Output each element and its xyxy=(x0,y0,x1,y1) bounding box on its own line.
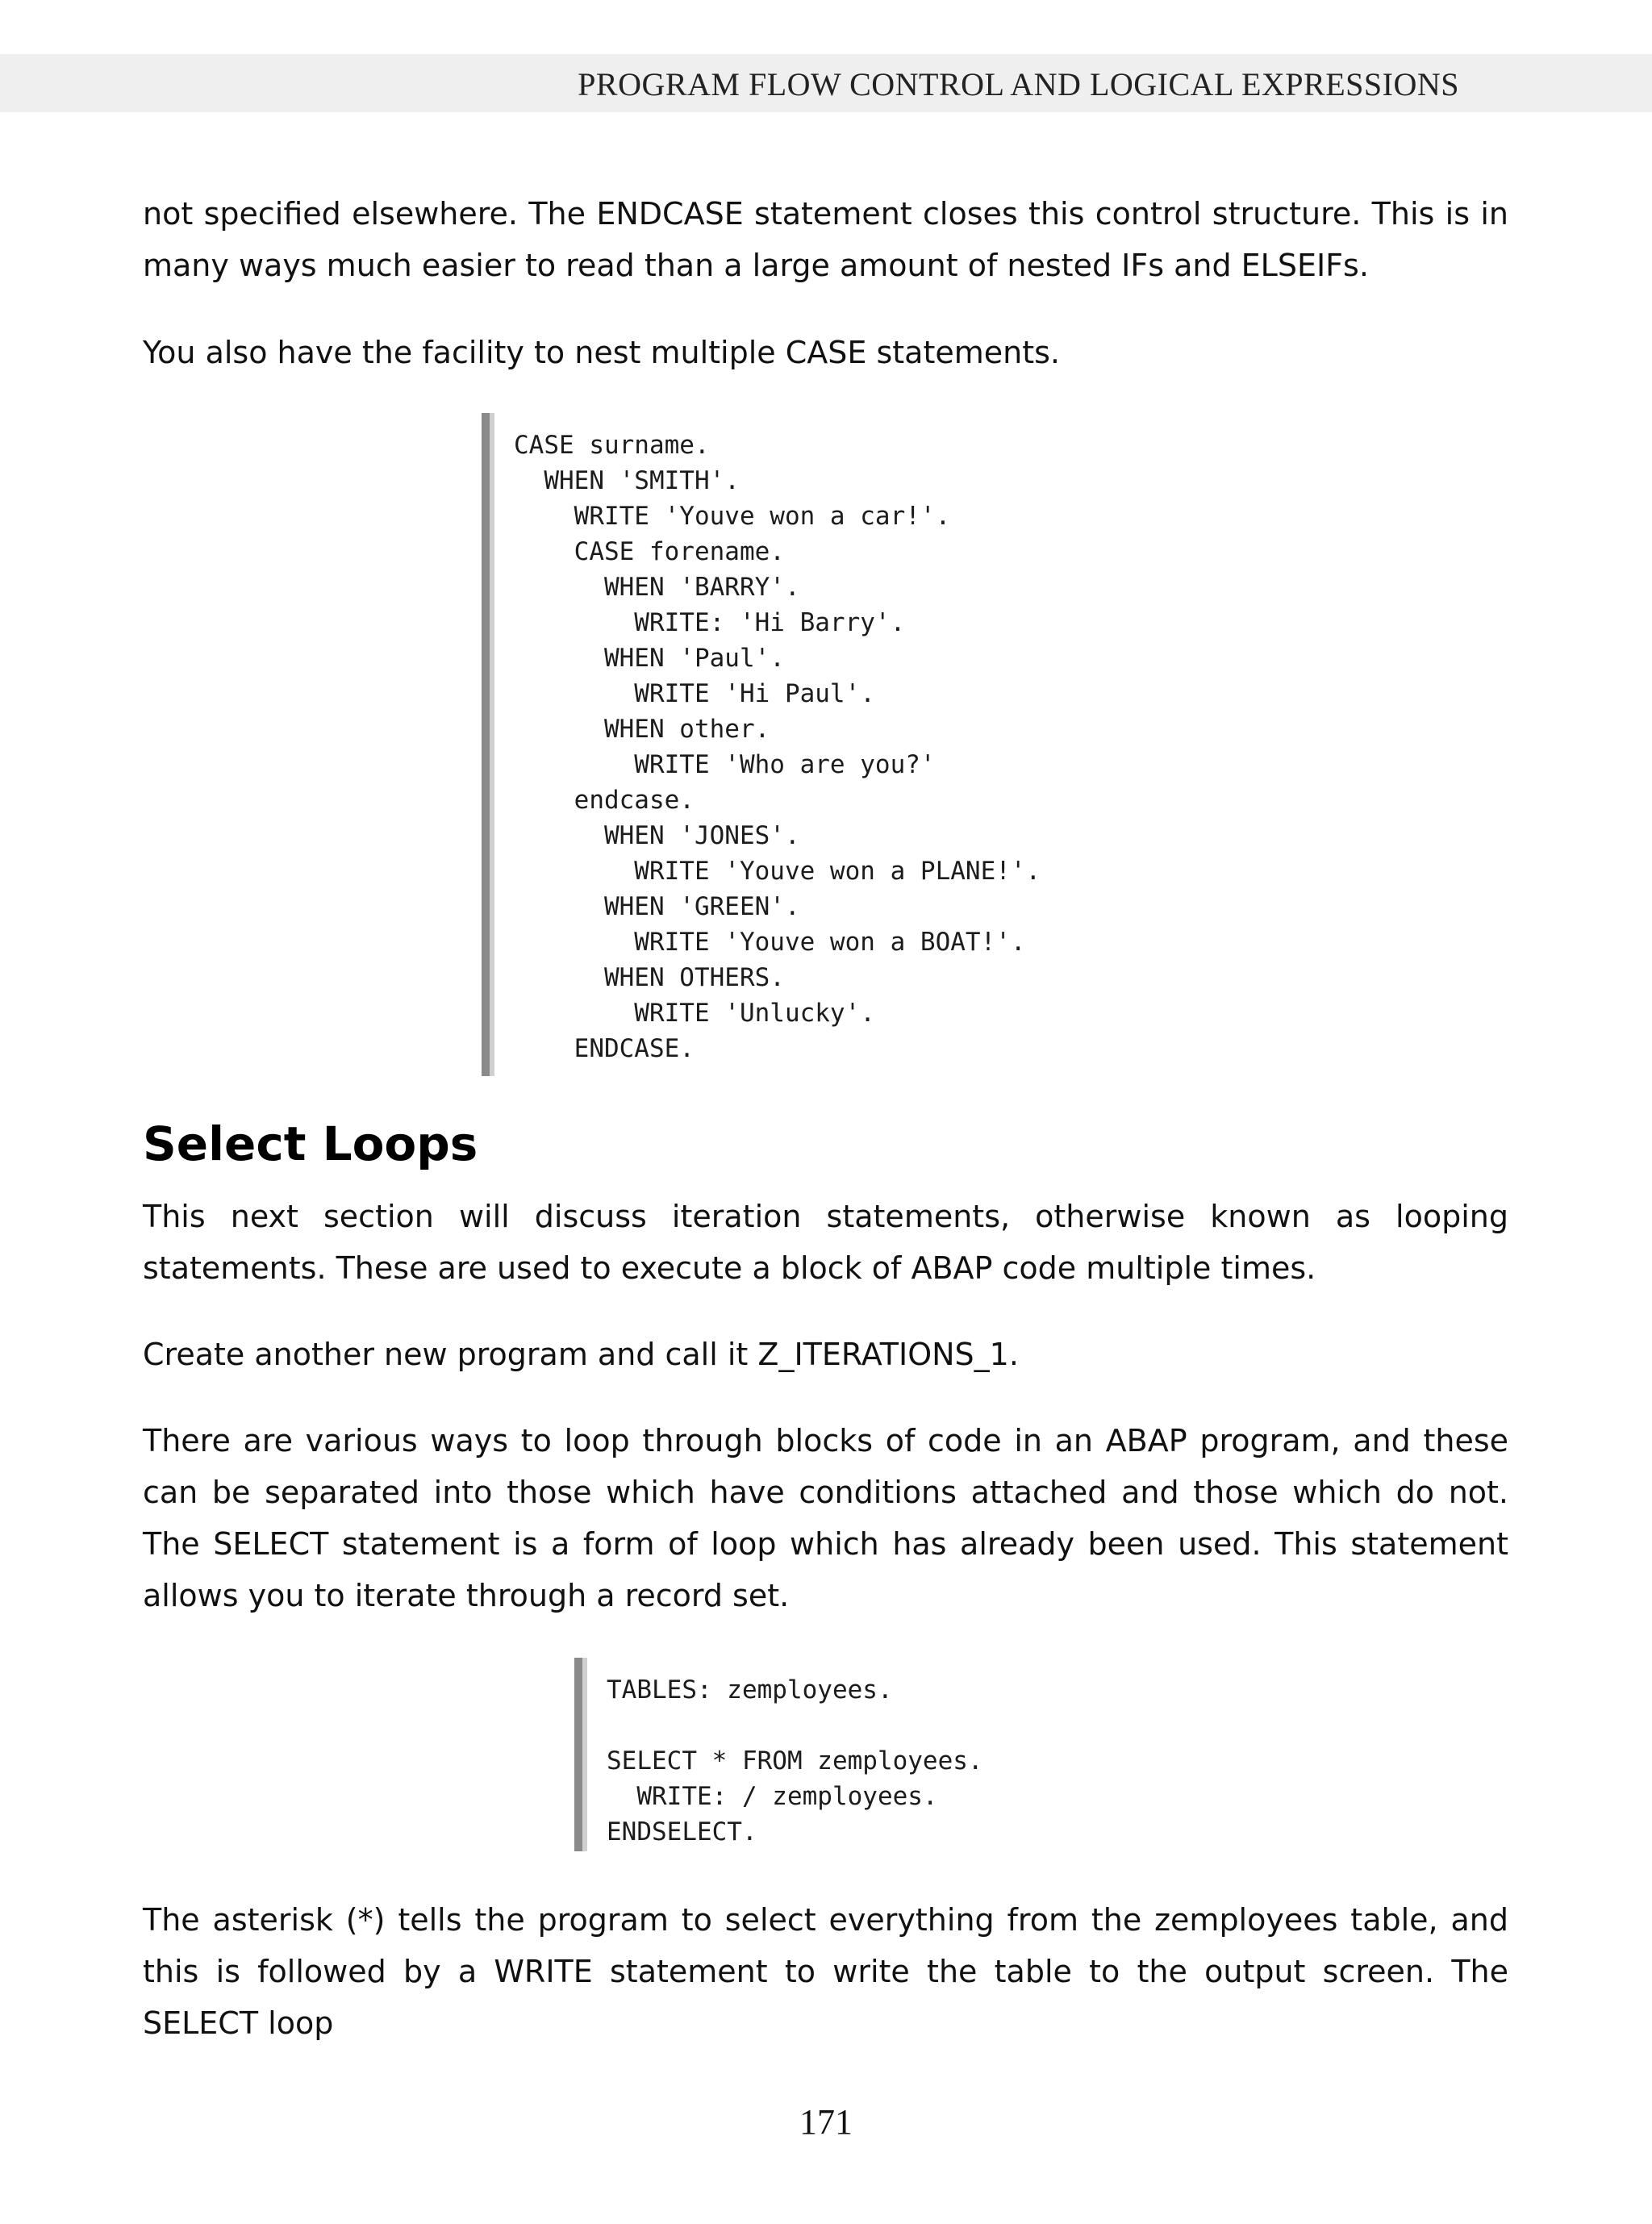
code-line: WRITE 'Who are you?' xyxy=(514,750,936,779)
code-line: WHEN 'BARRY'. xyxy=(514,573,800,602)
code-listing-border xyxy=(574,1658,587,1851)
code-line: WRITE: / zemployees. xyxy=(607,1782,938,1811)
code-line: WRITE 'Hi Paul'. xyxy=(514,679,875,708)
code-line: WRITE 'Youve won a car!'. xyxy=(514,502,951,531)
code-line: WRITE 'Youve won a BOAT!'. xyxy=(514,928,1026,957)
paragraph-asterisk-explanation: The asterisk (*) tells the program to select everything from the zemployees table, and this is followed by a WRITE statement to write the table to the output screen. The SELECT loop xyxy=(143,1902,1508,2041)
paragraph-create-program: Create another new program and call it Z_ITERATIONS_1. xyxy=(143,1337,1019,1372)
code-listing-select-loop xyxy=(574,1658,1123,1851)
code-line: WRITE: 'Hi Barry'. xyxy=(514,608,906,637)
paragraph-intro-continued: not specified elsewhere. The ENDCASE statement closes this control structure. This is in many ways much easier to read than a large amount of nested IFs and ELSEIFs. xyxy=(143,196,1508,283)
code-line: ENDSELECT. xyxy=(607,1817,757,1846)
code-line: WHEN other. xyxy=(514,715,770,744)
paragraph-loops-intro: This next section will discuss iteration statements, otherwise known as looping statements. These are used to execute a block of ABAP code multiple times. xyxy=(143,1199,1508,1286)
code-line: TABLES: zemployees. xyxy=(607,1675,893,1705)
section-heading-select-loops: Select Loops xyxy=(143,1116,478,1171)
code-line: WRITE 'Youve won a PLANE!'. xyxy=(514,857,1041,886)
code-line: WRITE 'Unlucky'. xyxy=(514,999,875,1028)
code-line: SELECT * FROM zemployees. xyxy=(607,1746,983,1775)
code-line: endcase. xyxy=(514,786,695,815)
code-listing-border xyxy=(482,413,494,1076)
code-line: CASE forename. xyxy=(514,537,785,566)
code-line: WHEN 'Paul'. xyxy=(514,644,785,673)
code-line: WHEN 'GREEN'. xyxy=(514,892,800,921)
code-line: WHEN OTHERS. xyxy=(514,963,785,992)
code-line: WHEN 'JONES'. xyxy=(514,821,800,850)
running-header-title: PROGRAM FLOW CONTROL AND LOGICAL EXPRESSIONS xyxy=(578,66,1459,102)
code-line xyxy=(607,1708,983,1743)
code-lines xyxy=(607,1672,983,1850)
code-line: CASE surname. xyxy=(514,431,710,460)
page-number: 171 xyxy=(799,2102,853,2142)
code-listing-nested-case xyxy=(482,413,1183,1076)
running-header xyxy=(0,54,1652,112)
paragraph-nest-case: You also have the facility to nest multiple CASE statements. xyxy=(143,335,1060,370)
code-lines xyxy=(514,428,1041,1066)
code-line: ENDCASE. xyxy=(514,1034,695,1063)
code-line: WHEN 'SMITH'. xyxy=(514,466,740,495)
paragraph-ways-to-loop: There are various ways to loop through blocks of code in an ABAP program, and these can be separated into those which have conditions attached and those which do not. The SELECT statement is a form of loop which has already been used. This statement allows you to iterate through a record set. xyxy=(143,1423,1508,1613)
